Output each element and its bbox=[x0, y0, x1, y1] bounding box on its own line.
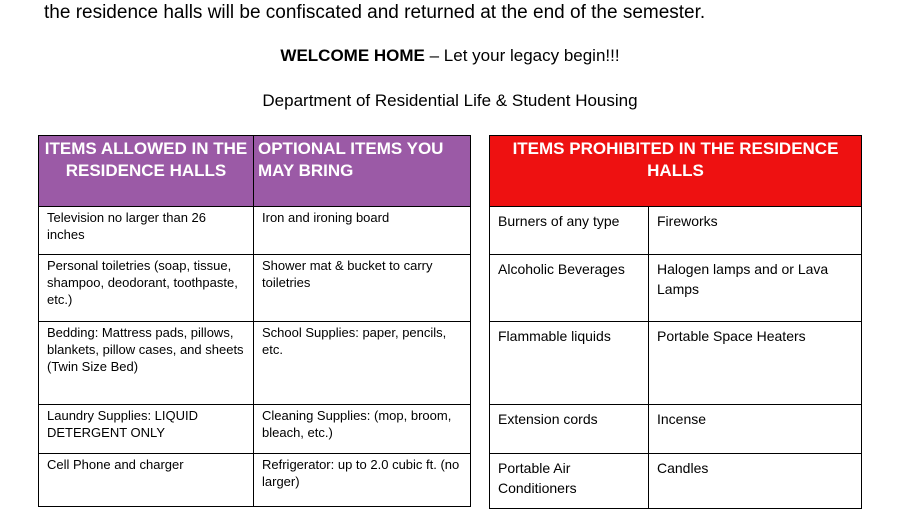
prohibited-items-table bbox=[489, 135, 862, 509]
department-name: Department of Residential Life & Student Housing bbox=[262, 91, 638, 110]
table-row bbox=[39, 454, 471, 507]
prohibited-item-cell: Flammable liquids bbox=[490, 322, 649, 405]
table-row bbox=[39, 322, 471, 405]
prohibited-item-cell: Incense bbox=[649, 405, 862, 454]
prohibited-item-cell: Burners of any type bbox=[490, 207, 649, 255]
optional-item-cell: Shower mat & bucket to carry toiletries bbox=[254, 255, 471, 322]
prohibited-item-cell: Candles bbox=[649, 454, 862, 509]
allowed-item-cell: Television no larger than 26 inches bbox=[39, 207, 254, 255]
welcome-bold: WELCOME HOME bbox=[280, 46, 425, 65]
table-row bbox=[490, 255, 862, 322]
prohibited-item-cell: Portable Air Conditioners bbox=[490, 454, 649, 509]
table-row bbox=[39, 207, 471, 255]
table-row bbox=[490, 405, 862, 454]
welcome-tagline: – Let your legacy begin!!! bbox=[424, 46, 620, 65]
optional-item-cell: Iron and ironing board bbox=[254, 207, 471, 255]
prohibited-item-cell: Fireworks bbox=[649, 207, 862, 255]
table-row bbox=[490, 322, 862, 405]
table-row bbox=[39, 405, 471, 454]
optional-items-header: OPTIONAL ITEMS YOU MAY BRING bbox=[254, 136, 471, 207]
allowed-items-table bbox=[38, 135, 471, 507]
allowed-item-cell: Laundry Supplies: LIQUID DETERGENT ONLY bbox=[39, 405, 254, 454]
allowed-table-header-row bbox=[39, 136, 471, 207]
allowed-items-header: ITEMS ALLOWED IN THE RESIDENCE HALLS bbox=[39, 136, 254, 207]
table-row bbox=[490, 454, 862, 509]
allowed-item-cell: Bedding: Mattress pads, pillows, blankets, pillow cases, and sheets (Twin Size Bed) bbox=[39, 322, 254, 405]
optional-item-cell: School Supplies: paper, pencils, etc. bbox=[254, 322, 471, 405]
optional-item-cell: Refrigerator: up to 2.0 cubic ft. (no larger) bbox=[254, 454, 471, 507]
allowed-item-cell: Personal toiletries (soap, tissue, shampoo, deodorant, toothpaste, etc.) bbox=[39, 255, 254, 322]
prohibited-item-cell: Halogen lamps and or Lava Lamps bbox=[649, 255, 862, 322]
prohibited-item-cell: Extension cords bbox=[490, 405, 649, 454]
prohibited-items-header: ITEMS PROHIBITED IN THE RESIDENCE HALLS bbox=[490, 136, 862, 207]
welcome-heading bbox=[0, 45, 900, 67]
intro-text-line: the residence halls will be confiscated and returned at the end of the semester. bbox=[44, 2, 706, 23]
optional-item-cell: Cleaning Supplies: (mop, broom, bleach, etc.) bbox=[254, 405, 471, 454]
allowed-item-cell: Cell Phone and charger bbox=[39, 454, 254, 507]
prohibited-table-header-row bbox=[490, 136, 862, 207]
prohibited-item-cell: Portable Space Heaters bbox=[649, 322, 862, 405]
prohibited-item-cell: Alcoholic Beverages bbox=[490, 255, 649, 322]
table-row bbox=[39, 255, 471, 322]
table-row bbox=[490, 207, 862, 255]
